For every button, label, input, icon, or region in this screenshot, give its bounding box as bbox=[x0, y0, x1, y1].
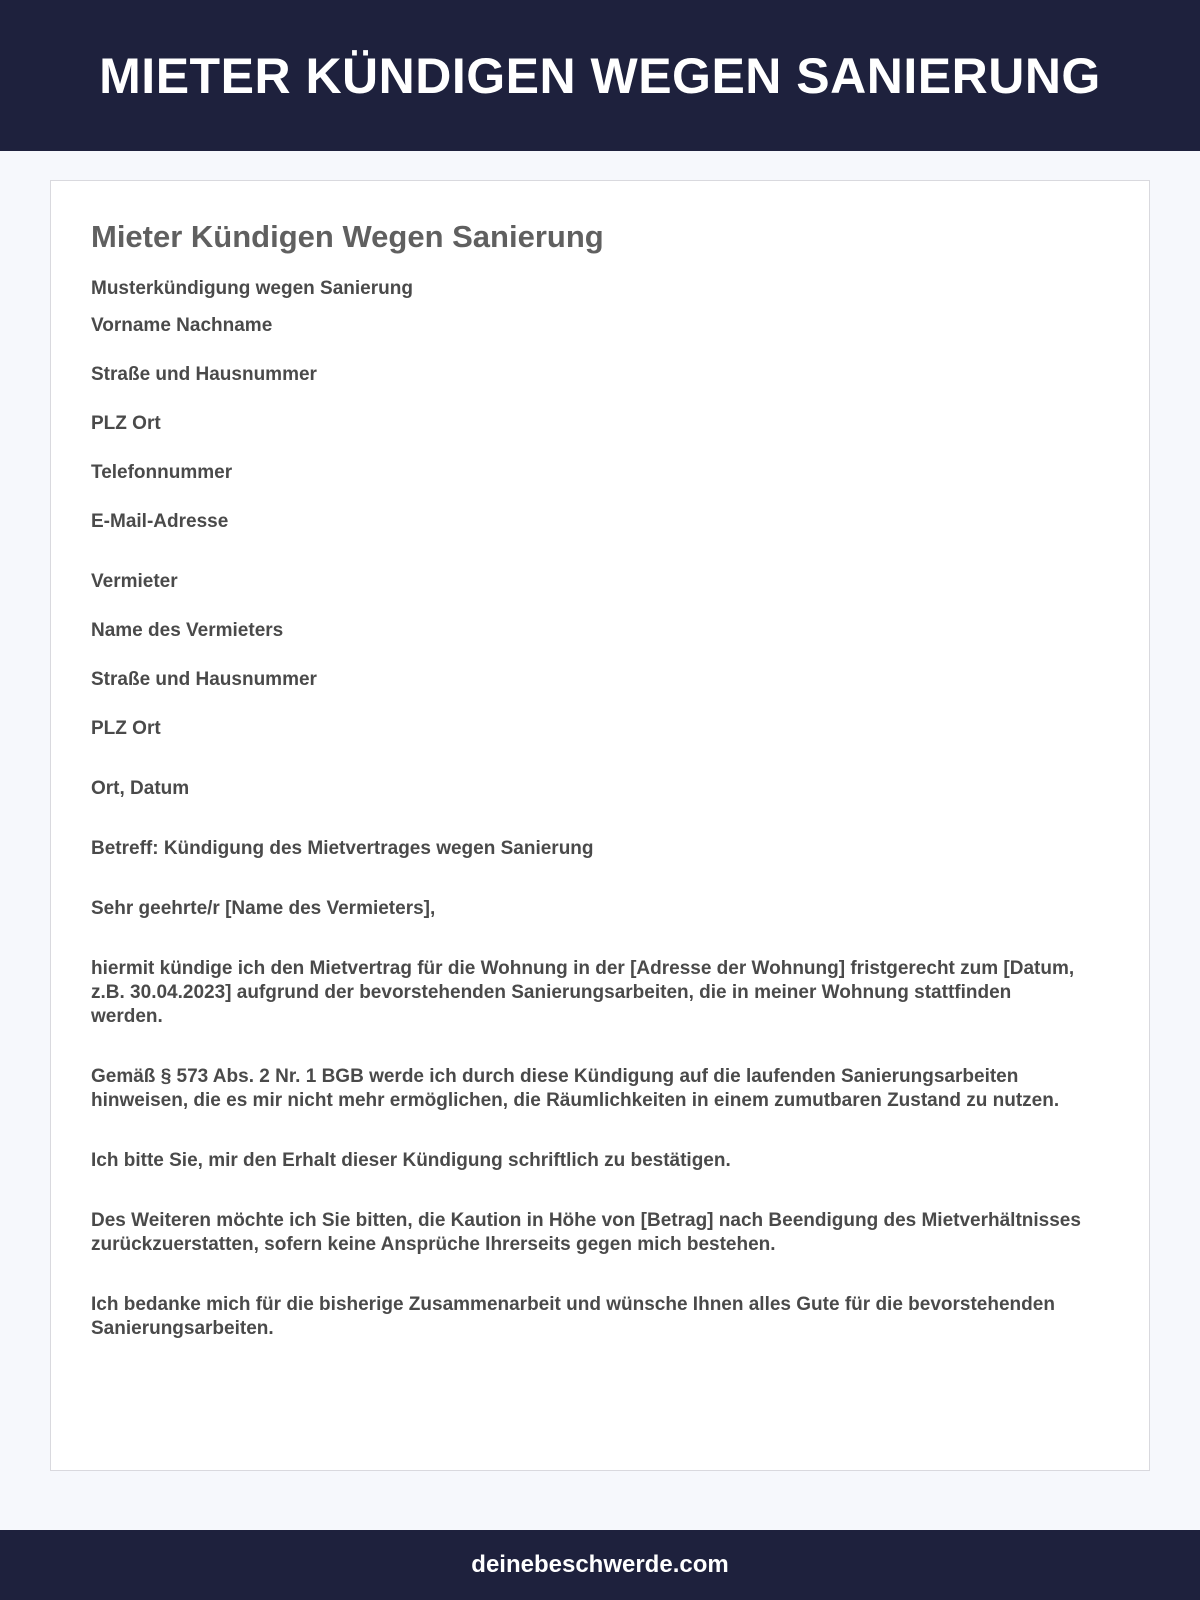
sender-name: Vorname Nachname bbox=[91, 315, 273, 336]
sender-street: Straße und Hausnummer bbox=[91, 364, 317, 385]
place-date: Ort, Datum bbox=[91, 778, 190, 799]
paragraph-closing: Ich bedanke mich für die bisherige Zusammenarbeit und wünsche Ihnen alles Gute für die bevorstehenden Sanierungsarbeiten. bbox=[91, 1294, 1055, 1339]
page-header bbox=[0, 0, 1200, 151]
paragraph-termination: hiermit kündige ich den Mietvertrag für die Wohnung in der [Adresse der Wohnung] fristgerecht zum [Datum, z.B. 30.04.2023] aufgrund der bevorstehenden Sanierungsarbeiten, die in meiner Wohnung stattfinden werden. bbox=[91, 958, 1075, 1027]
sender-address bbox=[91, 314, 1109, 534]
page-footer bbox=[0, 1530, 1200, 1600]
paragraph-legal-basis: Gemäß § 573 Abs. 2 Nr. 1 BGB werde ich durch diese Kündigung auf die laufenden Sanierungsarbeiten hinweisen, die es mir nicht mehr ermöglichen, die Räumlichkeiten in einem zumutbaren Zustand zu nutzen. bbox=[91, 1066, 1060, 1111]
paragraph-confirmation-request: Ich bitte Sie, mir den Erhalt dieser Kündigung schriftlich zu bestätigen. bbox=[91, 1150, 731, 1171]
document-title: Mieter Kündigen Wegen Sanierung bbox=[91, 219, 604, 254]
document-subtitle: Musterkündigung wegen Sanierung bbox=[91, 278, 413, 299]
sender-phone: Telefonnummer bbox=[91, 462, 233, 483]
letter-card bbox=[50, 180, 1150, 1471]
recipient-city: PLZ Ort bbox=[91, 718, 161, 739]
page-title: MIETER KÜNDIGEN WEGEN SANIERUNG bbox=[99, 47, 1101, 104]
recipient-street: Straße und Hausnummer bbox=[91, 669, 317, 690]
sender-city: PLZ Ort bbox=[91, 413, 161, 434]
footer-site-link[interactable]: deinebeschwerde.com bbox=[471, 1551, 729, 1578]
recipient-name: Name des Vermieters bbox=[91, 620, 284, 641]
recipient-label: Vermieter bbox=[91, 571, 178, 592]
sender-email: E-Mail-Adresse bbox=[91, 511, 229, 532]
paragraph-deposit: Des Weiteren möchte ich Sie bitten, die Kaution in Höhe von [Betrag] nach Beendigung des Mietverhältnisses zurückzuerstatten, sofern keine Ansprüche Ihrerseits gegen mich bestehen. bbox=[91, 1210, 1081, 1255]
recipient-address bbox=[91, 570, 1109, 741]
salutation: Sehr geehrte/r [Name des Vermieters], bbox=[91, 898, 436, 919]
subject-line: Betreff: Kündigung des Mietvertrages wegen Sanierung bbox=[91, 838, 594, 859]
